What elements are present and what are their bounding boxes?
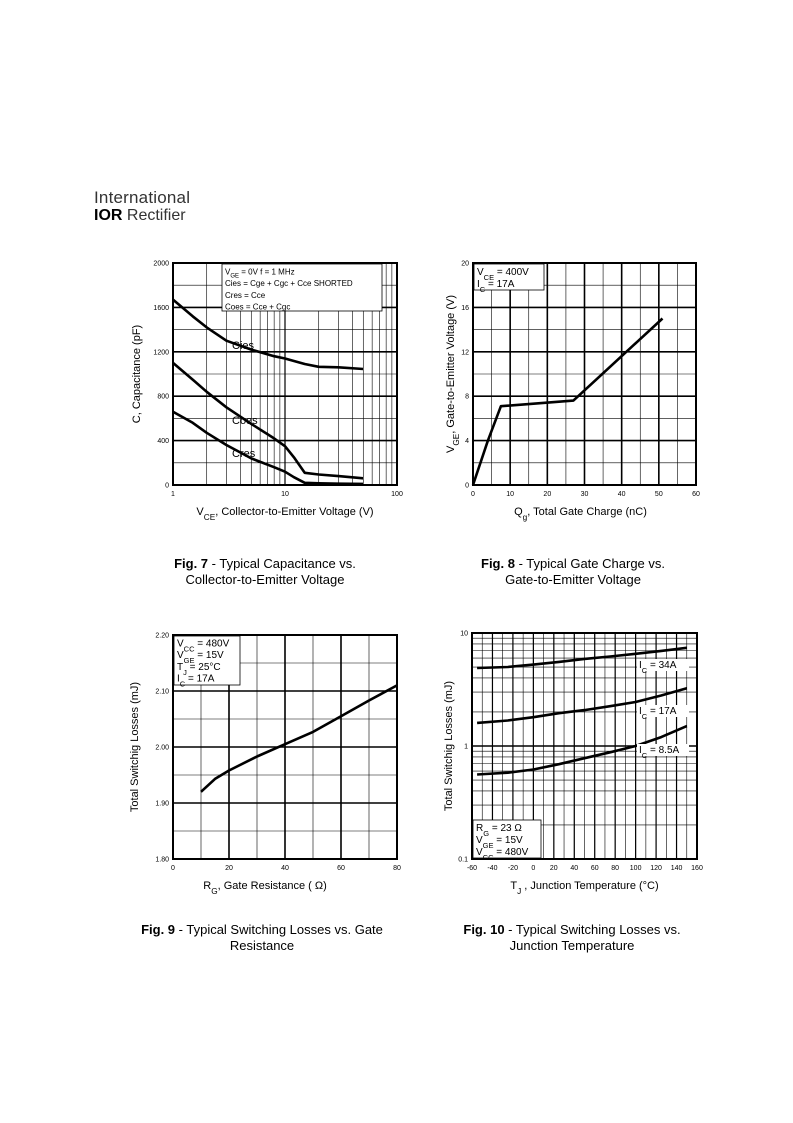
- y-tick-label: 2.00: [155, 744, 169, 752]
- x-tick-label: 0: [171, 865, 175, 872]
- legend-entry: $T_J$ = 25°C: [177, 661, 221, 677]
- y-tick-label: 2000: [153, 260, 169, 268]
- legend-entry: $V_{GE} = 15V$: [177, 650, 224, 665]
- y-axis-label: C, Capacitance (pF): [131, 324, 143, 424]
- fig9-caption-line2: Resistance: [229, 938, 295, 953]
- x-tick-label: 50: [654, 491, 663, 498]
- x-tick-label: 0: [531, 865, 536, 872]
- fig7-caption-line1: - Typical Capacitance vs.: [208, 556, 356, 571]
- company-logo: [94, 188, 190, 225]
- x-axis-label: $R_G$, Gate Resistance ( Ω): [203, 880, 327, 896]
- curve-label-2: $I_C = 17A$: [639, 706, 677, 721]
- logo-line-rectifier: [94, 207, 190, 225]
- x-tick-label: 60: [692, 491, 700, 498]
- x-tick-label: 60: [590, 865, 599, 872]
- curve-label-1: $I_C = 34A$: [639, 660, 677, 675]
- legend-entry: $I_C$ = 17A: [177, 673, 215, 688]
- y-axis-label: Total Switchig Losses (mJ): [443, 680, 455, 812]
- y-tick-label: 400: [157, 438, 169, 446]
- x-tick-label: 140: [670, 865, 683, 872]
- fig7-caption: [150, 556, 380, 588]
- y-tick-label: 2.20: [155, 632, 169, 640]
- y-tick-label: 1.80: [155, 856, 169, 864]
- y-tick-label: 1: [464, 743, 468, 751]
- fig8-caption: [458, 556, 688, 588]
- legend-entry: $V_{GE} = 15V$: [476, 835, 523, 850]
- x-tick-label: 60: [337, 865, 345, 872]
- x-axis-label: $V_{CE}$, Collector-to-Emitter Voltage (V): [196, 506, 374, 522]
- x-tick-label: 40: [617, 491, 626, 498]
- x-tick-label: 120: [650, 865, 662, 872]
- chart-switching-vs-tj: [430, 625, 730, 897]
- chart-switching-vs-rg: [120, 625, 420, 897]
- x-axis-label: $T_J$ , Junction Temperature (°C): [510, 880, 659, 896]
- fig8-caption-line2: Gate-to-Emitter Voltage: [505, 572, 641, 587]
- y-tick-label: 1200: [153, 349, 169, 357]
- y-tick-label: 10: [460, 630, 468, 638]
- x-tick-label: 100: [629, 865, 642, 872]
- y-tick-label: 0.1: [458, 856, 468, 864]
- fig7-number: Fig. 7: [174, 556, 209, 571]
- legend-entry: Coes = Cce + Cgc: [225, 302, 291, 312]
- x-tick-label: 20: [543, 491, 552, 498]
- y-tick-label: 4: [465, 438, 469, 446]
- chart-capacitance: [120, 255, 420, 523]
- series-line-1: [473, 319, 663, 486]
- y-tick-label: 0: [165, 482, 169, 490]
- series-line-3: [173, 412, 363, 484]
- x-tick-label: 10: [506, 491, 515, 498]
- y-tick-label: 0: [465, 482, 469, 490]
- x-tick-label: 100: [391, 491, 403, 498]
- y-tick-label: 16: [461, 304, 469, 312]
- series-line-2: [173, 363, 363, 478]
- fig9-caption-line1: - Typical Switching Losses vs. Gate: [175, 922, 383, 937]
- curve-label-cies: Cies: [232, 340, 255, 352]
- y-tick-label: 1600: [153, 304, 169, 312]
- x-tick-label: 80: [393, 865, 401, 872]
- x-tick-label: -60: [466, 865, 478, 872]
- x-tick-label: 80: [611, 865, 620, 872]
- x-tick-label: 0: [471, 491, 475, 498]
- curve-label-cres: Cres: [232, 448, 256, 460]
- legend-entry: $R_G$ = 23 Ω: [476, 823, 522, 838]
- x-axis-label: $Q_g$, Total Gate Charge (nC): [514, 506, 647, 522]
- x-tick-label: 10: [281, 491, 289, 498]
- fig10-caption: [442, 922, 702, 954]
- fig8-caption-line1: - Typical Gate Charge vs.: [514, 556, 665, 571]
- x-tick-label: 160: [691, 865, 703, 872]
- legend-entry: $V_{CC} = 480V$: [476, 847, 529, 862]
- y-tick-label: 12: [461, 349, 469, 357]
- x-tick-label: 1: [171, 491, 175, 498]
- curve-label-3: $I_C = 8.5A$: [639, 745, 680, 760]
- y-tick-label: 800: [157, 393, 169, 401]
- fig7-caption-line2: Collector-to-Emitter Voltage: [185, 572, 345, 587]
- fig9-caption: [122, 922, 402, 954]
- fig8-number: Fig. 8: [481, 556, 515, 571]
- chart-gate-charge: [430, 255, 720, 523]
- x-tick-label: 40: [281, 865, 289, 872]
- y-axis-label: $V_{GE}$, Gate-to-Emitter Voltage (V): [445, 294, 461, 454]
- x-tick-label: 20: [549, 865, 558, 872]
- legend-entry: Cies = Cge + Cgc + Cce SHORTED: [225, 279, 353, 289]
- y-axis-label: Total Switchig Losses (mJ): [129, 681, 141, 813]
- ior-mark: IOR: [94, 207, 123, 224]
- logo-rectifier-text: Rectifier: [126, 207, 186, 224]
- legend-entry: Cres = Cce: [225, 290, 266, 300]
- x-tick-label: 40: [570, 865, 579, 872]
- x-tick-label: -20: [507, 865, 518, 872]
- curve-label-coes: Coes: [232, 415, 258, 427]
- fig10-number: Fig. 10: [463, 922, 505, 937]
- fig9-number: Fig. 9: [141, 922, 176, 937]
- x-tick-label: -40: [487, 865, 498, 872]
- legend-entry: $V_{GE} = 0V$ f = 1 MHz: [225, 267, 295, 280]
- y-tick-label: 20: [461, 260, 469, 268]
- legend-entry: $V_{CE} = 400V$: [477, 267, 529, 282]
- series-line-1: [201, 685, 397, 791]
- fig10-caption-line1: - Typical Switching Losses vs.: [504, 922, 681, 937]
- legend-entry: $I_C$ = 17A: [477, 279, 515, 294]
- logo-line-international: International: [94, 188, 191, 207]
- y-tick-label: 1.90: [155, 800, 169, 808]
- fig10-caption-line2: Junction Temperature: [509, 938, 635, 953]
- legend-entry: $V_{CC} = 480V$: [177, 638, 230, 654]
- y-tick-label: 2.10: [155, 688, 169, 696]
- x-tick-label: 30: [580, 491, 589, 498]
- x-tick-label: 20: [225, 865, 233, 872]
- y-tick-label: 8: [465, 393, 469, 401]
